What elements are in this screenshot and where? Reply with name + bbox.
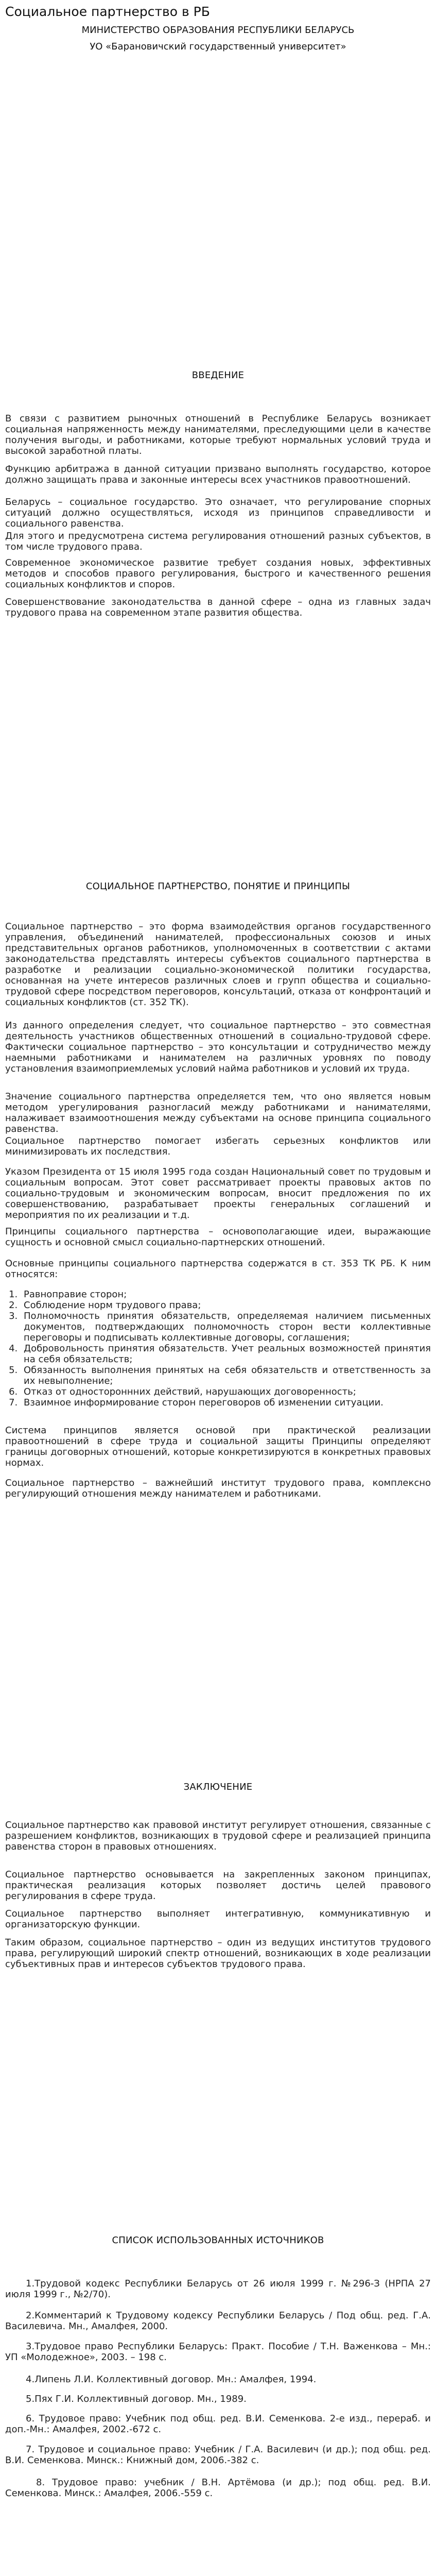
conclusion-paragraph-3: Социальное партнерство выполняет интегративную, коммуникативную и организаторскую функции.	[5, 1908, 431, 1930]
principles-list	[5, 1289, 431, 1408]
ministry-line: МИНИСТЕРСТВО ОБРАЗОВАНИЯ РЕСПУБЛИКИ БЕЛАРУСЬ	[81, 25, 355, 36]
principles-paragraph-6: Принципы социального партнерства – основополагающие идеи, выражающие сущность и основной смысл социально-партнерских отношений.	[5, 1226, 431, 1248]
reference-item: 8. Трудовое право: учебник / В.Н. Артёмова (и др.); под общ. ред. В.И. Семенкова. Минск.: Амалфея, 2006.-559 с.	[5, 2477, 431, 2499]
reference-item: 3.Трудовое право Республики Беларусь: Практ. Пособие / Т.Н. Важенкова – Мн.: УП «Молодежное», 2003. – 198 с.	[5, 2341, 431, 2363]
intro-paragraph-2: Функцию арбитража в данной ситуации призвано выполнять государство, которое должно защищать права и законные интересы всех участников правоотношений.	[5, 464, 431, 485]
reference-item: 7. Трудовое и социальное право: Учебник / Г.А. Василевич (и др.); под общ. ред. В.И. Семенкова. Минск.: Книжный дом, 2006.-382 с.	[5, 2444, 431, 2466]
reference-item: 1.Трудовой кодекс Республики Беларусь от 26 июля 1999 г. №296-З (НРПА 27 июля 1999 г., №2/70).	[5, 2278, 431, 2300]
intro-paragraph-1: В связи с развитием рыночных отношений в Республике Беларусь возникает социальная напряженность между нанимателями, преследующими цели в качестве получения выгоды, и работниками, которые требуют нормальных условий труда и высокой заработной платы.	[5, 413, 431, 456]
conclusion-heading: ЗАКЛЮЧЕНИЕ	[183, 1782, 253, 1792]
list-item: 7. Взаимное информирование сторон переговоров об изменении ситуации.	[21, 1397, 431, 1408]
intro-paragraph-6: Совершенствование законодательства в данной сфере – одна из главных задач трудового права на современном этапе развития общества.	[5, 597, 431, 618]
references-heading: СПИСОК ИСПОЛЬЗОВАННЫХ ИСТОЧНИКОВ	[112, 2235, 324, 2246]
list-item: 4. Добровольность принятия обязательств. Учет реальных возможностей принятия на себя обязательств;	[21, 1343, 431, 1365]
principles-closing-1: Система принципов является основой при практической реализации правоотношений в сфере труда и социальной защиты Принципы определяют границы договорных отношений, которые конкретизируются в конкретных правовых нормах.	[5, 1425, 431, 1468]
principles-closing-2: Социальное партнерство – важнейший институт трудового права, комплексно регулирующий отношения между нанимателем и работниками.	[5, 1478, 431, 1499]
principles-paragraph-1: Социальное партнерство – это форма взаимодействия органов государственного управления, объединений нанимателей, профессиональных союзов и иных представительных органов работников, уполномоченных в соответствии с актами законодательства представлять интересы субъектов социального партнерства в разработке и реализации социально-экономической политики государства, основанная на учете интересов различных слоев и групп общества и социально-трудовой сфере посредством переговоров, консультаций, отказа от конфронтаций и социальных конфликтов (ст. 352 ТК).	[5, 921, 431, 1008]
intro-paragraph-3: Беларусь – социальное государство. Это означает, что регулирование спорных ситуаций должно осуществляться, исходя из принципов справедливости и социального равенства.	[5, 497, 431, 529]
intro-paragraph-5: Современное экономическое развитие требует создания новых, эффективных методов и способов правого регулирования, быстрого и качественного решения социальных конфликтов и споров.	[5, 557, 431, 590]
list-item: 3. Полномочность принятия обязательств, определяемая наличием письменных документов, подтверждающих полномочность сторон вести коллективные переговоры и подписывать коллективные договоры, соглашения;	[21, 1311, 431, 1343]
page-title: Социальное партнерство в РБ	[5, 4, 210, 19]
conclusion-paragraph-4: Таким образом, социальное партнерство – один из ведущих институтов трудового права, регулирующий широкий спектр отношений, возникающих в ходе реализации субъективных прав и интересов субъектов трудового права.	[5, 1937, 431, 1970]
conclusion-paragraph-1: Социальное партнерство как правовой институт регулирует отношения, связанные с разрешением конфликтов, возникающих в трудовой сфере и реализацией принципа равенства сторон в правовых отношениях.	[5, 1820, 431, 1852]
introduction-heading: ВВЕДЕНИЕ	[191, 370, 245, 381]
principles-paragraph-5: Указом Президента от 15 июля 1995 года создан Национальный совет по трудовым и социальным вопросам. Этот совет рассматривает проекты правовых актов по социально-трудовым и экономическим вопросам, вносит предложения по их совершенствованию, разрабатывает проекты генеральных соглашений и мероприятия по их реализации и т.д.	[5, 1166, 431, 1221]
list-item: 1. Равноправие сторон;	[21, 1289, 431, 1300]
principles-paragraph-3: Значение социального партнерства определяется тем, что оно является новым методом урегулирования разногласий между работниками и нанимателями, налаживает взаимоотношения между субъектами на основе принципа социального равенства.	[5, 1091, 431, 1134]
list-item: 6. Отказ от одностороннних действий, нарушающих договоренность;	[21, 1386, 431, 1397]
reference-item: 2.Комментарий к Трудовому кодексу Республики Беларусь / Под общ. ред. Г.А. Василевича. Мн., Амалфея, 2000.	[5, 2310, 431, 2332]
reference-item: 6. Трудовое право: Учебник под общ. ред. В.И. Семенкова. 2-е изд., перераб. и доп.-Мн.: Амалфея, 2002.-672 с.	[5, 2413, 431, 2435]
reference-item: 4.Липень Л.И. Коллективный договор. Мн.: Амалфея, 1994.	[26, 2374, 317, 2385]
list-item: 5. Обязанность выполнения принятых на себя обязательств и ответственность за их невыполнение;	[21, 1365, 431, 1386]
list-item: 2. Соблюдение норм трудового права;	[21, 1300, 431, 1311]
principles-paragraph-7: Основные принципы социального партнерства содержатся в ст. 353 ТК РБ. К ним относятся:	[5, 1258, 431, 1280]
conclusion-paragraph-2: Социальное партнерство основывается на закрепленных законом принципах, практическая реализация которых позволяет достичь целей правового регулирования в сфере труда.	[5, 1869, 431, 1902]
principles-heading: СОЦИАЛЬНОЕ ПАРТНЕРСТВО, ПОНЯТИЕ И ПРИНЦИПЫ	[85, 881, 351, 892]
reference-item: 5.Пях Г.И. Коллективный договор. Мн., 1989.	[26, 2394, 247, 2404]
university-line: УО «Барановичский государственный университет»	[90, 41, 346, 52]
intro-paragraph-4: Для этого и предусмотрена система регулирования отношений разных субъектов, в том числе трудового права.	[5, 531, 431, 552]
principles-paragraph-2: Из данного определения следует, что социальное партнерство – это совместная деятельность участников общественных отношений в социально-трудовой сфере. Фактически социальное партнерство – это консультации и сотрудничество между наемными работниками и нанимателем на различных уровнях по поводу установления взаимоприемлемых условий найма работников и условий их труда.	[5, 1020, 431, 1074]
principles-paragraph-4: Социальное партнерство помогает избегать серьезных конфликтов или минимизировать их последствия.	[5, 1136, 431, 1157]
